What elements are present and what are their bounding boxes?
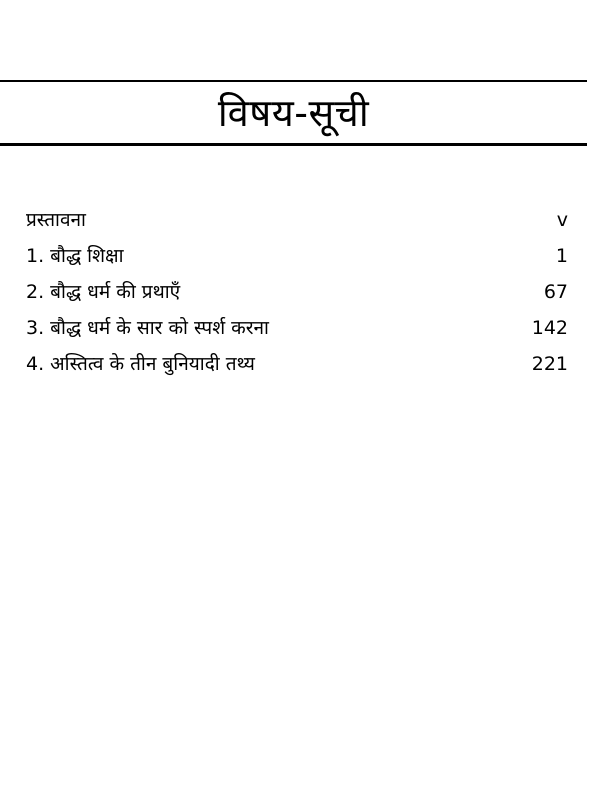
toc-entry-preface <box>26 207 568 243</box>
toc-entry-label: 1. बौद्ध शिक्षा <box>26 245 124 267</box>
toc-entry-label: प्रस्तावना <box>26 209 86 231</box>
toc-entry-label: 3. बौद्ध धर्म के सार को स्पर्श करना <box>26 317 269 339</box>
toc-entry-label: 2. बौद्ध धर्म की प्रथाएँ <box>26 281 181 303</box>
toc-entry-page: 67 <box>543 281 568 303</box>
toc-entry-chapter-4 <box>26 351 568 387</box>
toc-entry-page: 221 <box>531 353 568 375</box>
toc-entry-chapter-2 <box>26 279 568 315</box>
toc-entry-page: 142 <box>531 317 568 339</box>
toc-entry-chapter-3 <box>26 315 568 351</box>
toc-entry-chapter-1 <box>26 243 568 279</box>
page-title: विषय-सूची <box>217 91 370 135</box>
toc-entry-label: 4. अस्तित्व के तीन बुनियादी तथ्य <box>26 353 255 375</box>
toc-entry-page: v <box>556 209 568 231</box>
title-rule-top <box>0 80 587 82</box>
toc-entry-page: 1 <box>555 245 568 267</box>
table-of-contents <box>26 207 568 387</box>
title-rule-bottom <box>0 143 587 146</box>
